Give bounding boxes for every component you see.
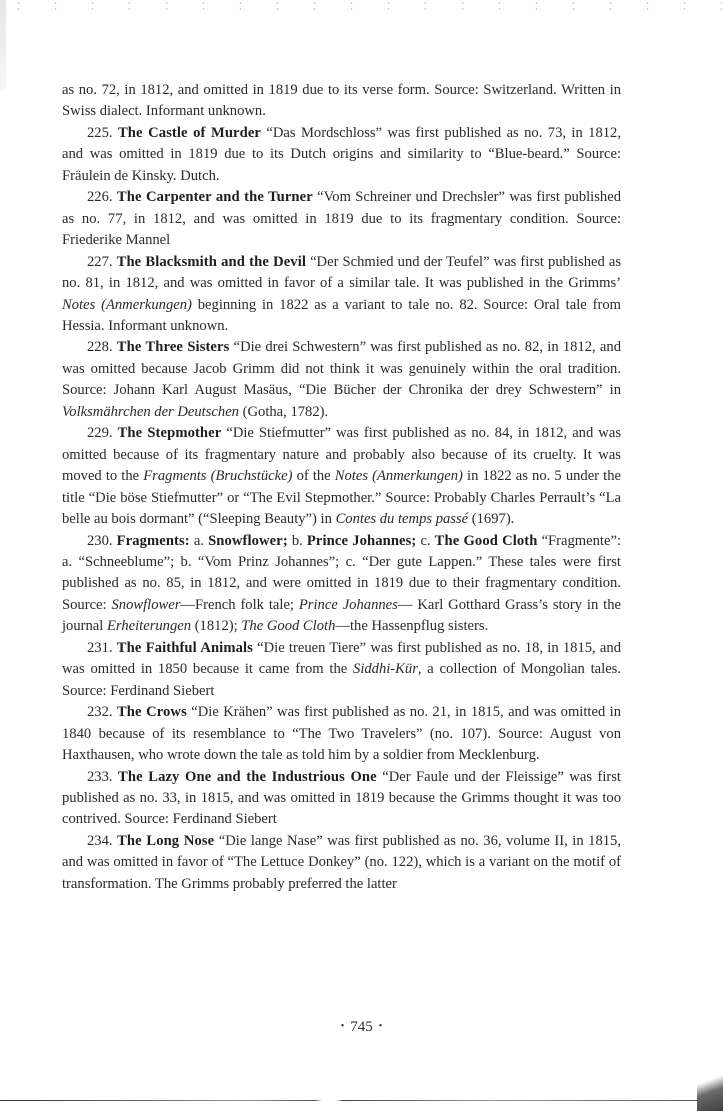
- text-run: of the: [292, 468, 335, 485]
- text-run: —French folk tale;: [180, 596, 299, 613]
- text-run: “Der Schmied und der Teufel” was first published as no. 81, in 1812, and was omitted in favor of a similar tale. It was published in the Grimms’: [62, 253, 621, 292]
- tale-title: The Good Cloth: [434, 532, 538, 549]
- text-run: — Karl Gotthard Grass’s story in the journal: [62, 596, 621, 635]
- text-run: , a collection of Mongolian tales. Source: Ferdinand Siebert: [62, 661, 621, 699]
- italic-title: Snowflower: [111, 596, 181, 613]
- folio-bullet-right: •: [378, 1021, 383, 1032]
- tale-title: The Castle of Murder: [117, 124, 261, 141]
- entry-233: [62, 767, 621, 831]
- text-run: b.: [287, 532, 307, 549]
- italic-title: Siddhi-Kür: [353, 661, 418, 678]
- entry-232: [62, 702, 621, 766]
- entry-229: [62, 423, 621, 530]
- italic-title: Notes (Anmerkungen): [334, 468, 463, 485]
- text-run: 228.: [87, 339, 117, 356]
- scan-noise-top: [0, 0, 723, 10]
- text-run: 231.: [87, 639, 117, 656]
- text-run: 227.: [87, 253, 117, 270]
- italic-title: Contes du temps passé: [335, 511, 469, 528]
- italic-title: Fragments (Bruchstücke): [143, 468, 293, 485]
- text-run: (Gotha, 1782).: [238, 403, 329, 420]
- entry-227: [62, 252, 621, 338]
- text-run: “Die Stiefmutter” was first published as no. 84, in 1812, and was omitted because of its fragmentary nature and probably also because of its cruelty. It was moved to the: [62, 425, 622, 485]
- tale-title: Prince Johannes;: [306, 532, 417, 549]
- tale-title: The Carpenter and the Turner: [116, 189, 313, 206]
- text-run: “Die lange Nase” was first published as no. 36, volume II, in 1815, and was omitted in favor of “The Lettuce Donkey” (no. 122), which is a variant on the motif of transformation. The Grimms probably preferred the latter: [62, 832, 621, 892]
- italic-title: Erheiterungen: [107, 618, 192, 635]
- text-run: —the Hassenpflug sisters.: [335, 618, 489, 635]
- tale-title: The Blacksmith and the Devil: [116, 253, 306, 270]
- text-run: a.: [189, 532, 209, 549]
- tale-title: The Faithful Animals: [116, 639, 253, 656]
- text-run: c.: [416, 532, 435, 549]
- text-run: 229.: [87, 425, 118, 442]
- scan-bottom-edge: [0, 1100, 700, 1101]
- text-run: “Vom Schreiner und Drechsler” was first published as no. 77, in 1812, and was omitted in 1819 due to its fragmentary condition. Source: Friederike Mannel: [62, 189, 621, 249]
- text-run: 234.: [87, 832, 118, 849]
- text-run: “Die drei Schwestern” was first published as no. 82, in 1812, and was omitted because Jacob Grimm did not think it was genuinely within the oral tradition. Source: Johann Karl August Masäus, “Die Bücher der Chronika der drey Schwestern” in: [62, 339, 621, 399]
- text-run: (1697).: [468, 511, 515, 528]
- italic-title: Prince Johannes: [298, 596, 398, 613]
- tale-title: The Stepmother: [117, 425, 222, 442]
- entry-225: [62, 123, 621, 187]
- text-run: “Fragmente”: a. “Schneeblume”; b. “Vom Prinz Johannes”; c. “Der gute Lappen.” These tales were first published as no. 85, in 1812, and were omitted in 1819 due to their fragmentary condition. Source:: [62, 532, 621, 613]
- italic-title: Volksmährchen der Deutschen: [62, 403, 239, 420]
- text-run: 225.: [87, 124, 118, 141]
- tale-title: The Lazy One and the Industrious One: [118, 768, 377, 785]
- text-run: in 1822 as no. 5 under the title “Die böse Stiefmutter” or “The Evil Stepmother.” Source: Probably Charles Perrault’s “La belle au bois dormant” (“Sleeping Beauty”) in: [62, 468, 621, 528]
- entry-230: [62, 531, 621, 638]
- text-run: “Der Faule und der Fleissige” was first published as no. 33, in 1815, and was omitted in 1819 because the Grimms thought it was too contrived. Source: Ferdinand Siebert: [62, 768, 621, 828]
- body-text: [62, 80, 621, 895]
- entry-226: [62, 187, 621, 251]
- text-run: beginning in 1822 as a variant to tale no. 82. Source: Oral tale from Hessia. Informant unknown.: [62, 296, 621, 334]
- text-run: “Das Mordschloss” was first published as no. 73, in 1812, and was omitted in 1819 due to its Dutch origins and similarity to “Blue-beard.” Source: Fräulein de Kinsky. Dutch.: [62, 124, 622, 184]
- page-folio: [0, 1019, 723, 1036]
- text-run: 233.: [87, 768, 119, 785]
- scan-edge-left: [0, 0, 6, 90]
- text-run: 232.: [87, 704, 117, 721]
- text-run: “Die Krähen” was first published as no. 21, in 1815, and was omitted in 1840 because of its resemblance to “The Two Travelers” (no. 107). Source: August von Haxthausen, who wrote down the tale as told him by a soldier from Mecklenburg.: [62, 704, 621, 764]
- text-run: 230.: [87, 532, 117, 549]
- scan-corner-shadow: [697, 1069, 723, 1111]
- tale-title: The Crows: [116, 704, 187, 721]
- folio-bullet-left: •: [340, 1021, 345, 1032]
- tale-title: Snowflower;: [208, 532, 288, 549]
- text-run: 226.: [87, 189, 117, 206]
- text-run: “Die treuen Tiere” was first published as no. 18, in 1815, and was omitted in 1850 because it came from the: [62, 639, 621, 678]
- tale-title: The Three Sisters: [116, 339, 230, 356]
- tale-title: The Long Nose: [117, 832, 215, 849]
- entry-228: [62, 337, 621, 423]
- tale-title: Fragments:: [116, 532, 190, 549]
- page-number: 745: [350, 1019, 373, 1035]
- entry-234: [62, 831, 621, 895]
- italic-title: Notes (Anmerkungen): [62, 296, 192, 313]
- paragraph-continued: [62, 80, 621, 123]
- text-run: (1812);: [191, 618, 242, 635]
- entry-231: [62, 638, 621, 702]
- italic-title: The Good Cloth: [241, 618, 336, 635]
- text-run: as no. 72, in 1812, and omitted in 1819 due to its verse form. Source: Switzerland. Written in Swiss dialect. Informant unknown.: [62, 82, 621, 120]
